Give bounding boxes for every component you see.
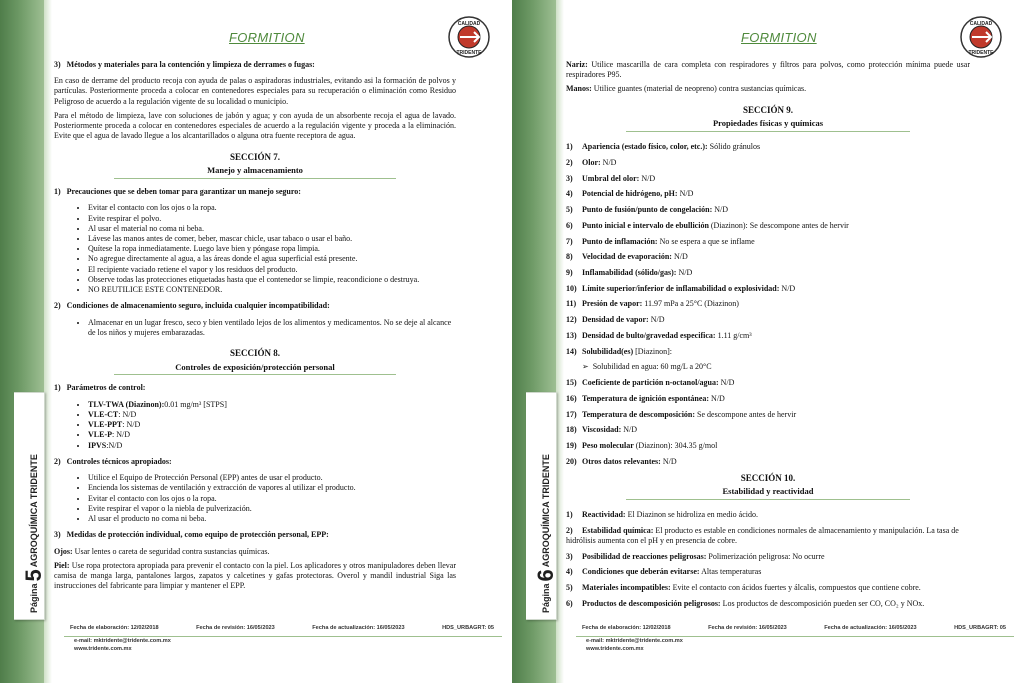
list-item: 3) Umbral del olor: N/D	[566, 173, 656, 183]
section-7-subtitle: Manejo y almacenamiento	[207, 165, 303, 176]
list-item: • IPVS:N/D	[88, 441, 456, 451]
page-tab	[526, 392, 557, 620]
list-item: 19) Peso molecular (Diazinon): 304.35 g/mol	[566, 441, 718, 451]
list-item: 10) Límite superior/inferior de inflamabilidad o explosividad: N/D	[566, 283, 796, 293]
control-params-heading: 1) Parámetros de control:	[54, 383, 146, 393]
list-item: • TLV-TWA (Diazinon):0.01 mg/m³ [STPS]	[88, 400, 456, 410]
list-item: 16) Temperatura de ignición espontánea: N/D	[566, 393, 725, 403]
seal-top-text: CALIDAD	[457, 21, 481, 27]
section-8-title: SECCIÓN 8.	[229, 348, 280, 359]
page-tab-label: AGROQUÍMICA TRIDENTE	[29, 454, 39, 568]
reactivity-list	[566, 510, 970, 609]
list-item: 6) Punto inicial e intervalo de ebullición (Diazinon): Se descompone antes de hervir	[566, 220, 849, 230]
footer-doc-code: HDS_URBAGRT: 05	[442, 625, 494, 631]
list-item: • Evite respirar el polvo.	[88, 214, 456, 224]
footer-revision-date: Fecha de revisión: 16/05/2023	[708, 625, 787, 631]
list-item: • Evitar el contacto con los ojos o la ropa.	[88, 494, 456, 504]
list-item: • Evitar el contacto con los ojos o la ropa.	[88, 203, 456, 213]
list-item: 18) Viscosidad: N/D	[566, 425, 638, 435]
list-item: 2) Olor: N/D	[566, 157, 617, 167]
control-params-list	[54, 400, 456, 451]
handling-list	[54, 203, 456, 295]
list-item: 17) Temperatura de descomposición: Se descompone antes de hervir	[566, 409, 797, 419]
spill-paragraph-2: Para el método de limpieza, lave con soluciones de jabón y agua; y con ayuda de un absorbente recoja el agua de lavado. Posteriormente proceda a colocar en contenedores especiales de acuerdo a la regulación vigente y proceda a la eliminación. Evite que el agua de lavado llegue a los alcantarillados o alguna otra fuente receptora de agua.	[54, 110, 456, 141]
list-item: • Al usar el producto no coma ni beba.	[88, 514, 456, 524]
footer-website: www.tridente.com.mx	[74, 645, 132, 652]
list-item: 9) Inflamabilidad (sólido/gas): N/D	[566, 267, 693, 277]
page-6-content	[566, 60, 970, 615]
list-item: 14) Solubilidad(es) [Diazinon]:	[566, 346, 673, 356]
list-item: • VLE-P: N/D	[88, 430, 456, 440]
spill-heading: 3) Métodos y materiales para la contención y limpieza de derrames o fugas:	[54, 60, 315, 69]
page-tab	[14, 392, 45, 620]
footer-elaboration-date: Fecha de elaboración: 12/02/2018	[582, 625, 671, 631]
list-item: • Encienda los sistemas de ventilación y extracción de vapores al utilizar el producto.	[88, 483, 456, 493]
storage-heading: 2) Condiciones de almacenamiento seguro, incluida cualquier incompatibilidad:	[54, 301, 330, 311]
list-item: • No agregue directamente al agua, a las áreas donde el agua superficial está presente.	[88, 254, 456, 264]
seal-top-text: CALIDAD	[969, 21, 993, 27]
list-item: • VLE-PPT: N/D	[88, 420, 456, 430]
list-item: 12) Densidad de vapor: N/D	[566, 315, 665, 325]
brand-title: FORMITION	[229, 30, 305, 45]
tech-controls-heading: 2) Controles técnicos apropiados:	[54, 456, 172, 466]
list-item: • Al usar el material no coma ni beba.	[88, 224, 456, 234]
section-10-subtitle: Estabilidad y reactividad	[722, 486, 814, 497]
footer-update-date: Fecha de actualización: 16/05/2023	[312, 625, 405, 631]
list-item: • Quítese la ropa inmediatamente. Luego lave bien y póngase ropa limpia.	[88, 244, 456, 254]
page-6	[512, 0, 1024, 683]
solubility-sub-item: ➢ Solubilidad en agua: 60 mg/L a 20°C	[582, 362, 712, 372]
calidad-tridente-seal-icon	[960, 16, 1002, 58]
section-9-subtitle: Propiedades físicas y químicas	[712, 118, 824, 129]
list-item: 1) Apariencia (estado físico, color, etc.): Sólido gránulos	[566, 142, 761, 152]
ppe-skin: Piel: Use ropa protectora apropiada para prevenir el contacto con la piel. Los aplicadores y otros manipuladores deben llevar camisa de manga larga, pantalones largos, zapatos y calcetines y gafas protectoras. Overol y mandil industrial Siga las instrucciones del fabricante para limpiar y mantener el EPP.	[54, 560, 456, 591]
footer-website: www.tridente.com.mx	[586, 645, 644, 652]
list-item: 13) Densidad de bulto/gravedad especifica: 1.11 g/cm³	[566, 330, 752, 340]
list-item: 2) Estabilidad química: El producto es estable en condiciones normales de almacenamiento y manipulación. La tasa de hidrólisis aumenta con el pH y en presencia de cobre.	[566, 525, 959, 545]
list-item: • El recipiente vaciado retiene el vapor y los residuos del producto.	[88, 265, 456, 275]
brand-title: FORMITION	[741, 30, 817, 45]
page-5-content	[54, 60, 456, 595]
properties-list	[566, 142, 970, 467]
list-item: 1) Reactividad: El Diazinon se hidroliza en medio ácido.	[566, 509, 758, 519]
list-item: • VLE-CT: N/D	[88, 410, 456, 420]
seal-bottom-text: TRIDENTE	[456, 50, 482, 56]
list-item: • Evite respirar el vapor o la niebla de pulverización.	[88, 504, 456, 514]
page-number: 6	[533, 569, 558, 582]
footer-update-date: Fecha de actualización: 16/05/2023	[824, 625, 917, 631]
page-tab-label: AGROQUÍMICA TRIDENTE	[541, 454, 551, 568]
ppe-heading: 3) Medidas de protección individual, como equipo de protección personal, EPP:	[54, 530, 329, 540]
list-item: 8) Velocidad de evaporación: N/D	[566, 252, 688, 262]
list-item: 5) Punto de fusión/punto de congelación: N/D	[566, 205, 729, 215]
handling-heading: 1) Precauciones que se deben tomar para garantizar un manejo seguro:	[54, 187, 301, 197]
list-item: • NO REUTILICE ESTE CONTENEDOR.	[88, 285, 456, 295]
tech-controls-list	[54, 473, 456, 524]
footer-revision-date: Fecha de revisión: 16/05/2023	[196, 625, 275, 631]
spill-paragraph-1: En caso de derrame del producto recoja con ayuda de palas o aspiradoras industriales, evitando asi la formación de polvos y partículas. Posteriormente proceda a colocar en contenedores especiales para su recuperación o eliminación como Residuo Peligroso de acuerdo a la regulación vigente de su localidad o municipio.	[54, 76, 456, 106]
list-item: 6) Productos de descomposición peligrosos: Los productos de descomposición pueden ser CO, CO₂ y NOx.	[566, 598, 925, 608]
list-item: 11) Presión de vapor: 11.97 mPa a 25°C (Diazinon)	[566, 299, 739, 309]
list-item: • Lávese las manos antes de comer, beber, mascar chicle, usar tabaco o usar el baño.	[88, 234, 456, 244]
list-item: 5) Materiales incompatibles: Evite el contacto con ácidos fuertes y álcalis, compuestos que contiene cobre.	[566, 583, 921, 593]
list-item: 20) Otros datos relevantes: N/D	[566, 456, 677, 466]
storage-list	[54, 318, 456, 338]
list-item: • Utilice el Equipo de Protección Personal (EPP) antes de usar el producto.	[88, 473, 456, 483]
page-tab-prefix: Página	[541, 583, 551, 613]
list-item: • Observe todas las protecciones etiquetadas hasta que el contenedor se limpie, reacondicione o destruya.	[88, 275, 456, 285]
arrow-bullet-icon: ➢	[582, 362, 593, 372]
footer-email: e-mail: mktridente@tridente.com.mx	[586, 638, 683, 644]
page-number: 5	[21, 569, 46, 582]
section-10-title: SECCIÓN 10.	[740, 472, 796, 483]
seal-bottom-text: TRIDENTE	[968, 50, 994, 56]
ppe-eyes: Ojos: Usar lentes o careta de seguridad contra sustancias químicas.	[54, 546, 270, 556]
list-item: 3) Posibilidad de reacciones peligrosas: Polimerización peligrosa: No ocurre	[566, 551, 825, 561]
section-8-subtitle: Controles de exposición/protección personal	[175, 361, 335, 372]
footer-doc-code: HDS_URBAGRT: 05	[954, 625, 1006, 631]
ppe-hands: Manos: Utilice guantes (material de neopreno) contra sustancias químicas.	[566, 84, 807, 94]
footer-elaboration-date: Fecha de elaboración: 12/02/2018	[70, 625, 159, 631]
ppe-nose: Nariz: Utilice mascarilla de cara completa con respiradores y filtros para polvos, como protección mínima puede usar respiradores P95.	[566, 60, 971, 80]
list-item: 4) Condiciones que deberán evitarse: Altas temperaturas	[566, 567, 762, 577]
footer-email: e-mail: mktridente@tridente.com.mx	[74, 638, 171, 644]
page-tab-prefix: Página	[29, 583, 39, 613]
section-9-title: SECCIÓN 9.	[742, 104, 793, 115]
list-item: • Almacenar en un lugar fresco, seco y bien ventilado lejos de los alimentos y medicamentos. No se deje al alcance de los niños y mujeres embarazadas.	[88, 318, 456, 338]
section-7-title: SECCIÓN 7.	[229, 151, 280, 162]
list-item: 7) Punto de inflamación: No se espera a que se inflame	[566, 236, 755, 246]
list-item: 4) Potencial de hidrógeno, pH: N/D	[566, 189, 694, 199]
list-item: 15) Coeficiente de partición n-octanol/agua: N/D	[566, 378, 735, 388]
calidad-tridente-seal-icon	[448, 16, 490, 58]
